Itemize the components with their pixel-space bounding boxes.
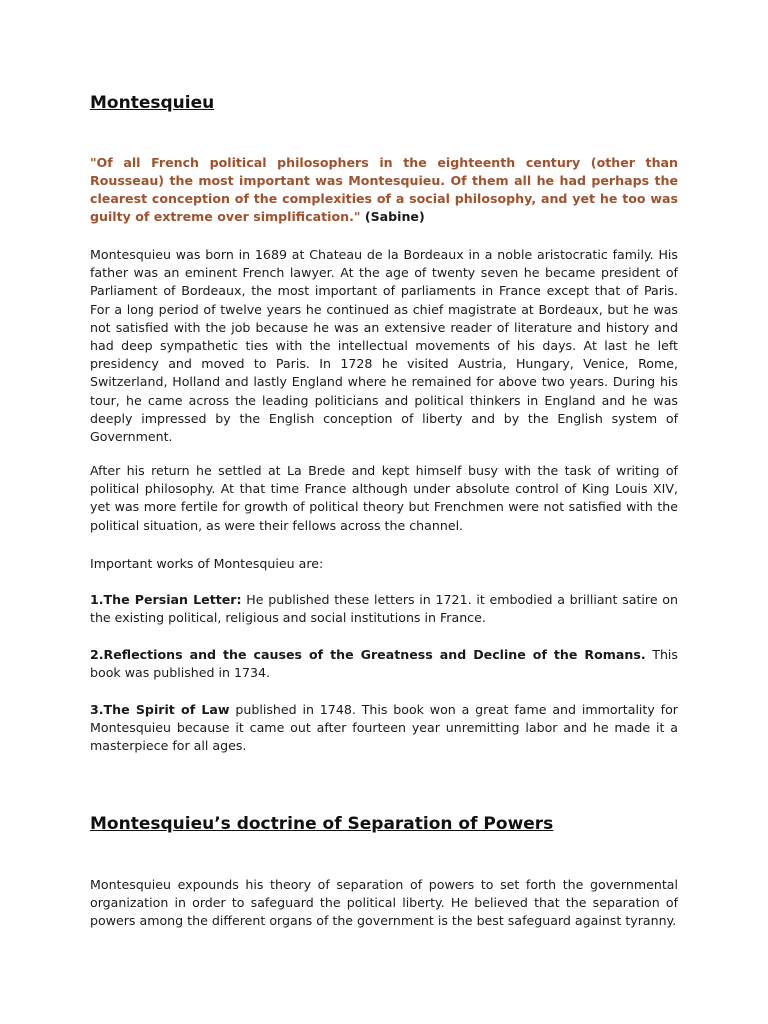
sabine-quote — [90, 154, 678, 226]
separation-of-powers-paragraph: Montesquieu expounds his theory of separation of powers to set forth the governmental organization in order to safeguard the political liberty. He believed that the separation of powers among the different organs of the government is the best safeguard against tyranny. — [90, 877, 678, 929]
work-description: published in 1748. This book won a great fame and immortality for Montesquieu because it came out after fourteen year unremitting labor and he made it a masterpiece for all ages. — [90, 702, 678, 754]
work-item-reflections — [90, 646, 678, 682]
section-heading-separation-of-powers: Montesquieu’s doctrine of Separation of Powers — [90, 814, 554, 834]
works-intro: Important works of Montesquieu are: — [90, 556, 324, 571]
work-title: 3.The Spirit of Law — [90, 702, 230, 717]
work-item-persian-letter — [90, 591, 678, 627]
return-paragraph: After his return he settled at La Brede and kept himself busy with the task of writing of political philosophy. At that time France although under absolute control of King Louis XIV, yet was more fertile for growth of political theory but Frenchmen were not satisfied with the political situation, as were their fellows across the channel. — [90, 463, 678, 533]
page-title: Montesquieu — [90, 93, 215, 113]
work-description: He published these letters in 1721. it embodied a brilliant satire on the existing political, religious and social institutions in France. — [90, 592, 678, 626]
quote-text: "Of all French political philosophers in the eighteenth century (other than Rousseau) the most important was Montesquieu. Of them all he had perhaps the clearest conception of the complexities of a social philosophy, and yet he too was guilty of extreme over simplification." — [90, 155, 678, 224]
work-title: 2.Reflections and the causes of the Greatness and Decline of the Romans. — [90, 647, 646, 662]
quote-attribution: (Sabine) — [364, 209, 425, 224]
work-item-spirit-of-law — [90, 701, 678, 756]
work-title: 1.The Persian Letter: — [90, 592, 242, 607]
biography-paragraph: Montesquieu was born in 1689 at Chateau de la Bordeaux in a noble aristocratic family. His father was an eminent French lawyer. At the age of twenty seven he became president of Parliament of Bordeaux, the most important of parliaments in France except that of Paris. For a long period of twelve years he continued as chief magistrate at Bordeaux, but he was not satisfied with the job because he was an extensive reader of literature and history and had deep sympathetic ties with the intellectual movements of his days. At last he left presidency and moved to Paris. In 1728 he visited Austria, Hungary, Venice, Rome, Switzerland, Holland and lastly England where he remained for above two years. During his tour, he came across the leading politicians and political thinkers in England and he was deeply impressed by the English conception of liberty and by the English system of Government. — [90, 247, 678, 445]
work-description: This book was published in 1734. — [90, 647, 678, 681]
